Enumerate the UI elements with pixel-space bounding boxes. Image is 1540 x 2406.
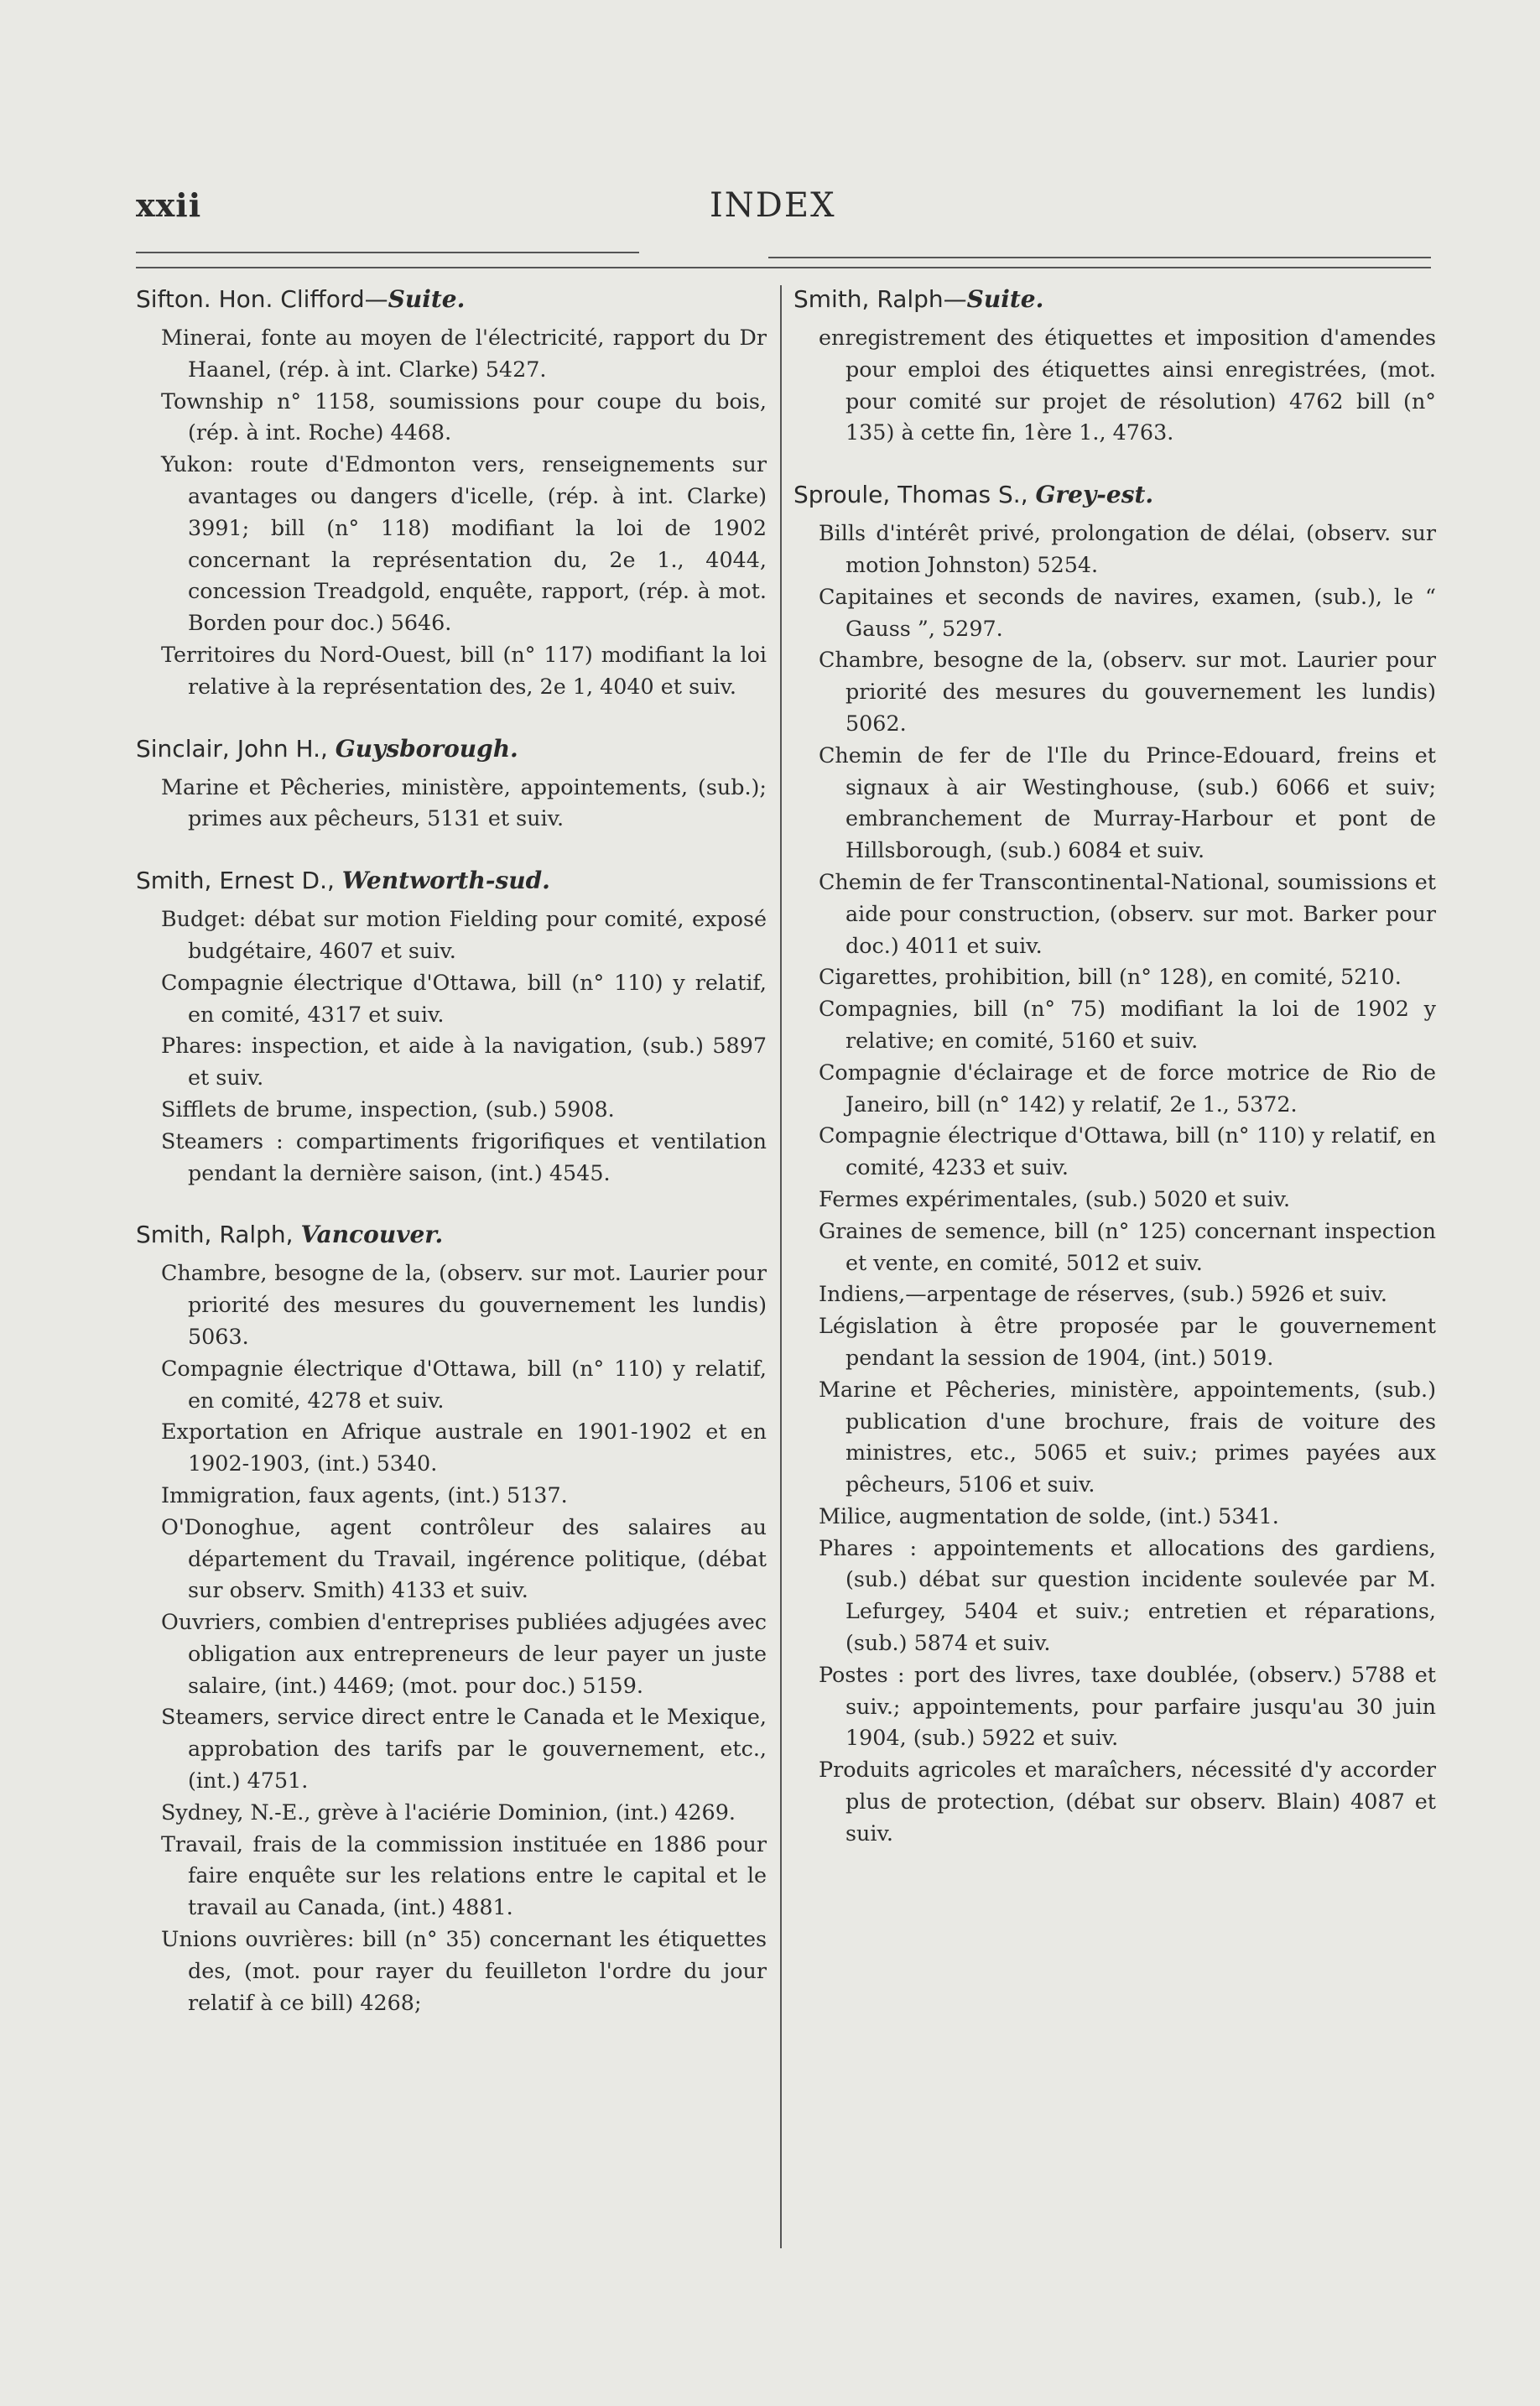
index-subentry: Phares: inspection, et aide à la navigation, (sub.) 5897 et suiv. <box>161 1033 767 1091</box>
index-subentry: Marine et Pêcheries, ministère, appointements, (sub.); primes aux pêcheurs, 5131 et suiv. <box>161 773 767 831</box>
index-subentry: Steamers : compartiments frigorifiques et ventilation pendant la dernière saison, (int.) 4545. <box>161 1127 767 1185</box>
member-riding: Guysborough. <box>335 734 518 763</box>
member-name: Smith, Ernest D., <box>136 867 342 895</box>
index-subentry: Produits agricoles et maraîchers, nécessité d'y accorder plus de protection, (débat sur observ. Blain) 4087 et suiv. <box>819 1757 1436 1846</box>
entry-heading <box>136 733 767 765</box>
index-subentry: Capitaines et seconds de navires, examen, (sub.), le “ Gauss ”, 5297. <box>819 583 1436 641</box>
index-subentry: enregistrement des étiquettes et imposition d'amendes pour emploi des étiquettes ainsi enregistrées, (mot. pour comité sur projet de résolution) 4762 bill (n° 135) à cette fin, 1ère 1., 4763. <box>819 325 1436 445</box>
member-name: Sifton. Hon. Clifford— <box>136 285 388 313</box>
index-subentry: Compagnie électrique d'Ottawa, bill (n° 110) y relatif, en comité, 4278 et suiv. <box>161 1355 767 1413</box>
index-subentry: Postes : port des livres, taxe doublée, (observ.) 5788 et suiv.; appointements, pour parfaire jusqu'au 30 juin 1904, (sub.) 5922 et suiv. <box>819 1661 1436 1751</box>
index-entry <box>136 865 767 1189</box>
index-subentry: Chambre, besogne de la, (observ. sur mot. Laurier pour priorité des mesures du gouvernement les lundis) 5062. <box>819 647 1436 736</box>
index-subentry: Yukon: route d'Edmonton vers, renseignements sur avantages ou dangers d'icelle, (rép. à int. Clarke) 3991; bill (n° 118) modifiant la loi de 1902 concernant la représentation du, 2e 1., 4044, concession Treadgold, enquête, rapport, (rép. à mot. Borden pour doc.) 5646. <box>161 451 767 636</box>
column-divider <box>780 285 782 2248</box>
index-subentry: Chemin de fer Transcontinental-National, soumissions et aide pour construction, (observ. sur mot. Barker pour doc.) 4011 et suiv. <box>819 868 1436 958</box>
index-subentry: Ouvriers, combien d'entreprises publiées adjugées avec obligation aux entrepreneurs de leur payer un juste salaire, (int.) 4469; (mot. pour doc.) 5159. <box>161 1609 767 1698</box>
index-subentry: Marine et Pêcheries, ministère, appointements, (sub.) publication d'une brochure, frais de voiture des ministres, etc., 5065 et suiv.; primes payées aux pêcheurs, 5106 et suiv. <box>819 1376 1436 1497</box>
page-title: INDEX <box>710 186 836 225</box>
index-subentry: Compagnie électrique d'Ottawa, bill (n° 110) y relatif, en comité, 4317 et suiv. <box>161 969 767 1027</box>
member-riding: Grey-est. <box>1035 481 1154 509</box>
index-subentry: Bills d'intérêt privé, prolongation de délai, (observ. sur motion Johnston) 5254. <box>819 520 1436 577</box>
index-subentry: Territoires du Nord-Ouest, bill (n° 117) modifiant la loi relative à la représentation des, 2e 1, 4040 et suiv. <box>161 641 767 699</box>
index-subentry: Chambre, besogne de la, (observ. sur mot. Laurier pour priorité des mesures du gouvernement les lundis) 5063. <box>161 1260 767 1349</box>
index-subentry: Cigarettes, prohibition, bill (n° 128), en comité, 5210. <box>819 964 1402 990</box>
index-subentry: Chemin de fer de l'Ile du Prince-Edouard, freins et signaux à air Westinghouse, (sub.) 6066 et suiv; embranchement de Murray-Harbour et pont de Hillsborough, (sub.) 6084 et suiv. <box>819 742 1436 863</box>
index-subentry: O'Donoghue, agent contrôleur des salaires au département du Travail, ingérence politique, (débat sur observ. Smith) 4133 et suiv. <box>161 1513 767 1603</box>
member-riding: Suite. <box>388 285 466 313</box>
member-riding: Suite. <box>966 285 1044 313</box>
index-subentry: Législation à être proposée par le gouvernement pendant la session de 1904, (int.) 5019. <box>819 1313 1436 1370</box>
index-subentry: Township n° 1158, soumissions pour coupe du bois, (rép. à int. Roche) 4468. <box>161 388 767 445</box>
index-entry <box>793 284 1436 449</box>
entry-heading <box>136 865 767 897</box>
index-entry <box>136 733 767 836</box>
index-subentry: Fermes expérimentales, (sub.) 5020 et suiv. <box>819 1185 1291 1211</box>
index-subentry: Steamers, service direct entre le Canada et le Mexique, approbation des tarifs par le gouvernement, etc., (int.) 4751. <box>161 1704 767 1794</box>
member-name: Sinclair, John H., <box>136 734 336 763</box>
index-subentry: Compagnie d'éclairage et de force motrice de Rio de Janeiro, bill (n° 142) y relatif, 2e 1., 5372. <box>819 1059 1436 1117</box>
index-subentry: Sifflets de brume, inspection, (sub.) 5908. <box>161 1096 615 1122</box>
entry-heading <box>793 479 1436 511</box>
index-subentry: Graines de semence, bill (n° 125) concernant inspection et vente, en comité, 5012 et suiv. <box>819 1217 1436 1275</box>
index-subentry: Phares : appointements et allocations des gardiens, (sub.) débat sur question incidente soulevée par M. Lefurgey, 5404 et suiv.; entretien et réparations, (sub.) 5874 et suiv. <box>819 1534 1436 1656</box>
index-entry <box>136 284 767 703</box>
member-name: Smith, Ralph, <box>136 1221 301 1249</box>
index-subentry: Budget: débat sur motion Fielding pour comité, exposé budgétaire, 4607 et suiv. <box>161 906 767 963</box>
member-name: Sproule, Thomas S., <box>793 481 1036 509</box>
left-column <box>136 284 767 2049</box>
entry-heading <box>136 1219 767 1251</box>
member-name: Smith, Ralph— <box>793 285 967 313</box>
member-riding: Vancouver. <box>300 1221 444 1249</box>
entry-heading <box>793 284 1436 315</box>
index-entry <box>136 1219 767 2018</box>
index-subentry: Minerai, fonte au moyen de l'électricité, rapport du Dr Haanel, (rép. à int. Clarke) 5427. <box>161 325 767 382</box>
index-subentry: Compagnie électrique d'Ottawa, bill (n° 110) y relatif, en comité, 4233 et suiv. <box>819 1122 1436 1180</box>
index-subentry: Travail, frais de la commission instituée en 1886 pour faire enquête sur les relations entre le capital et le travail au Canada, (int.) 4881. <box>161 1831 767 1920</box>
index-subentry: Sydney, N.-E., grève à l'aciérie Dominion, (int.) 4269. <box>161 1799 736 1825</box>
index-entry <box>793 479 1436 1849</box>
header-rule-bottom <box>136 267 1431 268</box>
header-rule-right <box>768 257 1431 258</box>
index-subentry: Compagnies, bill (n° 75) modifiant la loi de 1902 y relative; en comité, 5160 et suiv. <box>819 996 1436 1053</box>
index-subentry: Immigration, faux agents, (int.) 5137. <box>161 1482 568 1508</box>
member-riding: Wentworth-sud. <box>341 867 550 895</box>
header-rule-left <box>136 252 639 253</box>
entry-heading <box>136 284 767 315</box>
page-number: xxii <box>136 186 202 224</box>
index-subentry: Milice, augmentation de solde, (int.) 5341. <box>819 1502 1279 1528</box>
index-subentry: Exportation en Afrique australe en 1901-1902 et en 1902-1903, (int.) 5340. <box>161 1419 767 1476</box>
right-column <box>793 284 1436 1880</box>
index-subentry: Indiens,—arpentage de réserves, (sub.) 5926 et suiv. <box>819 1281 1387 1307</box>
index-subentry: Unions ouvrières: bill (n° 35) concernant les étiquettes des, (mot. pour rayer du feuilleton l'ordre du jour relatif à ce bill) 4268; <box>161 1926 767 2015</box>
